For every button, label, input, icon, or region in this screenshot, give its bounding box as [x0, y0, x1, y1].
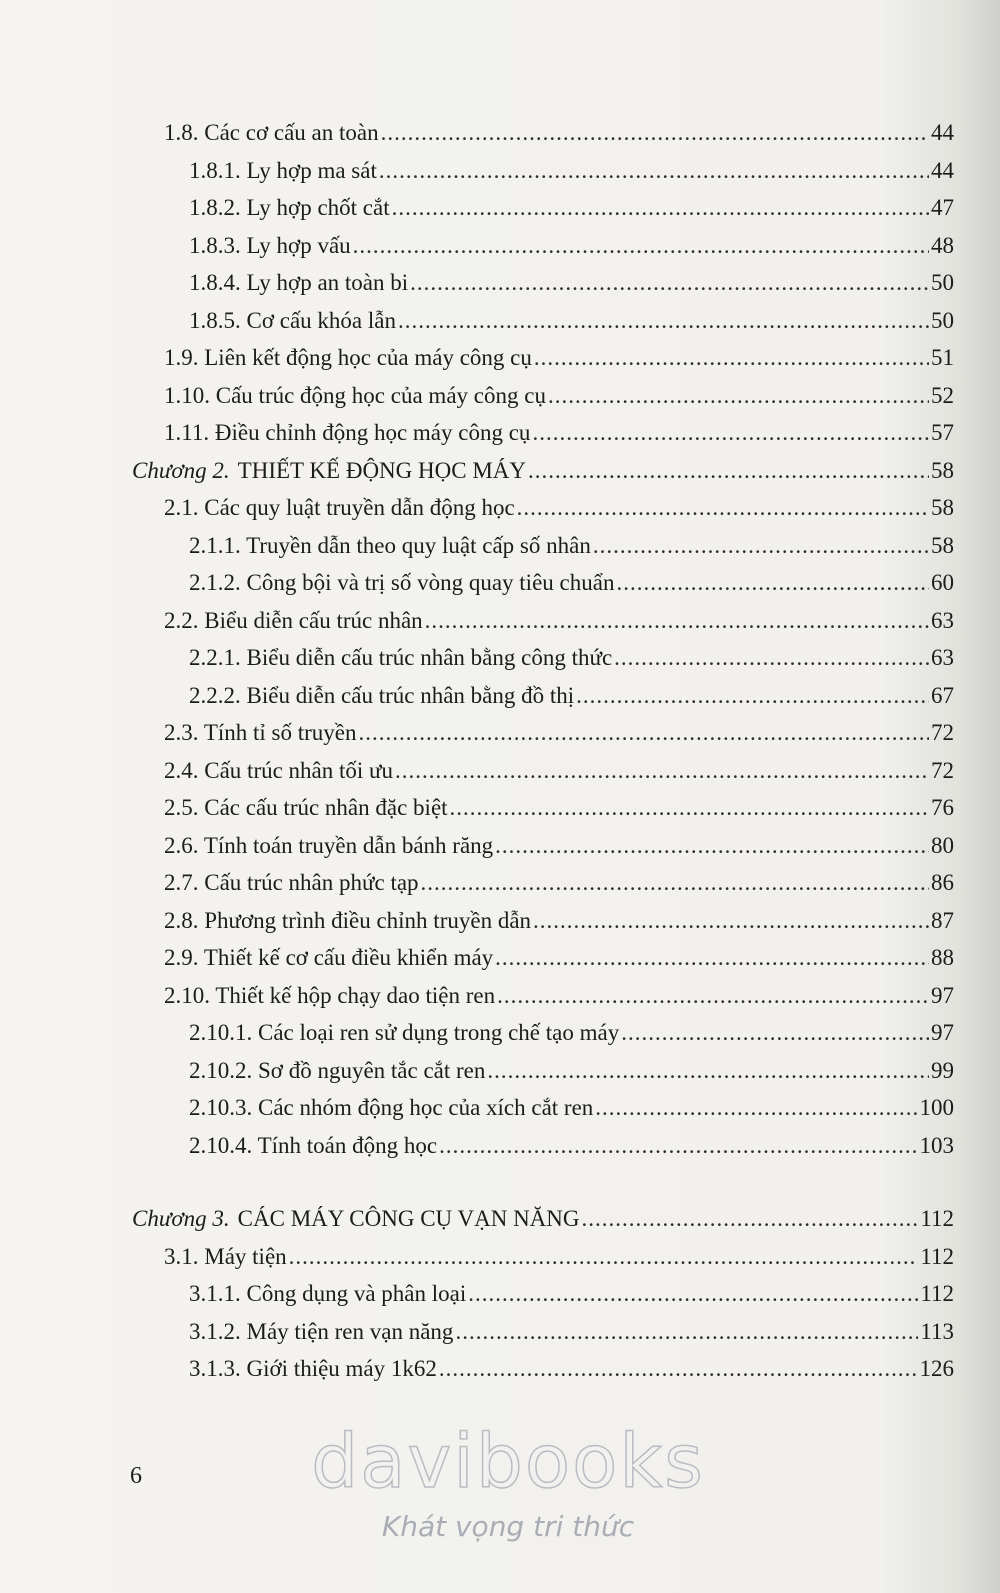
toc-entry-text: 1.8.1. Ly hợp ma sát	[189, 157, 377, 183]
toc-entry-row	[132, 489, 954, 527]
toc-entry-title	[189, 1014, 619, 1052]
toc-entry-title	[164, 939, 493, 977]
toc-page-number: 76	[931, 795, 954, 820]
toc-entry-text: 3.1. Máy tiện	[164, 1243, 287, 1269]
dot-leader	[379, 152, 929, 190]
dot-leader	[576, 677, 929, 715]
toc-page-number: 58	[931, 457, 954, 483]
toc-entry-title	[164, 114, 379, 152]
toc-entry-title	[132, 1200, 580, 1238]
dot-leader	[392, 189, 929, 227]
toc-entry-title	[164, 902, 531, 940]
dot-leader	[614, 639, 929, 677]
toc-entry-title	[164, 377, 546, 415]
toc-entry-row	[132, 1014, 954, 1052]
toc-entry-row	[132, 864, 954, 902]
toc-entry-title	[164, 602, 423, 640]
toc-entry-title	[164, 789, 448, 827]
toc-page-number: 97	[931, 982, 954, 1008]
toc-entry-title	[164, 1238, 287, 1276]
toc-entry-title	[189, 1127, 437, 1165]
toc-entry-text: 2.10.2. Sơ đồ nguyên tắc cắt ren	[189, 1057, 486, 1083]
toc-entry-title	[164, 414, 530, 452]
dot-leader	[353, 227, 929, 265]
dot-leader	[582, 1200, 919, 1238]
toc-entry-text: 2.6. Tính toán truyền dẫn bánh răng	[164, 832, 494, 858]
toc-page-number: 51	[931, 345, 954, 370]
dot-leader	[359, 714, 929, 752]
toc-page-number: 58	[931, 532, 954, 558]
toc-entry-text: 2.10.3. Các nhóm động học của xích cắt ren	[189, 1095, 594, 1120]
dot-leader	[439, 1127, 917, 1165]
toc-entry-row	[132, 714, 954, 752]
toc-entry-row	[132, 302, 954, 340]
toc-entry-text: 2.4. Cấu trúc nhân tối ưu	[164, 757, 394, 783]
toc-page-number: 57	[931, 420, 954, 445]
dot-leader	[395, 752, 929, 790]
toc-entry-row	[132, 639, 954, 677]
toc-entry-text: 2.10. Thiết kế hộp chạy dao tiện ren	[164, 982, 496, 1008]
dot-leader	[410, 264, 929, 302]
dot-leader	[616, 564, 929, 602]
watermark-name: davibooks	[311, 1419, 705, 1505]
toc-entry-row	[132, 789, 954, 827]
toc-entry-title	[189, 189, 390, 227]
toc-entry-row	[132, 527, 954, 565]
toc-entry-title	[189, 639, 612, 677]
toc-page-number: 112	[920, 1206, 954, 1231]
dot-leader	[455, 1313, 918, 1351]
table-of-contents	[132, 114, 954, 1388]
toc-entry-row	[132, 1238, 954, 1276]
toc-page-number: 87	[931, 907, 954, 933]
toc-entry-title	[164, 339, 532, 377]
toc-entry-text: 2.5. Các cấu trúc nhân đặc biệt	[164, 795, 448, 820]
toc-entry-title	[189, 1089, 593, 1127]
toc-page-number: 72	[931, 720, 954, 745]
chapter-label: Chương 2.	[132, 457, 230, 483]
toc-entry-text: CÁC MÁY CÔNG CỤ VẠN NĂNG	[237, 1206, 580, 1231]
dot-leader	[495, 939, 929, 977]
toc-entry-row	[132, 977, 954, 1015]
toc-entry-text: 2.3. Tính tỉ số truyền	[164, 720, 357, 745]
toc-entry-row	[132, 602, 954, 640]
toc-entry-text: 2.10.1. Các loại ren sử dụng trong chế tạo máy	[189, 1020, 620, 1045]
toc-entry-title	[189, 227, 351, 265]
toc-entry-text: THIẾT KẾ ĐỘNG HỌC MÁY	[237, 457, 527, 483]
toc-page-number: 50	[931, 270, 954, 295]
toc-page-number: 67	[931, 682, 954, 708]
page-number: 6	[130, 1463, 142, 1489]
toc-page-number: 86	[931, 870, 954, 895]
dot-leader	[450, 789, 929, 827]
toc-page-number: 58	[931, 495, 954, 520]
dot-leader	[398, 302, 929, 340]
toc-page-number: 44	[931, 120, 954, 145]
watermark-logo	[298, 1418, 718, 1543]
dot-leader	[534, 339, 929, 377]
dot-leader	[621, 1014, 929, 1052]
toc-spacer	[132, 1164, 954, 1200]
dot-leader	[517, 489, 929, 527]
toc-entry-text: 3.1.2. Máy tiện ren vạn năng	[189, 1318, 454, 1344]
toc-entry-row	[132, 227, 954, 265]
toc-entry-row	[132, 902, 954, 940]
toc-entry-row	[132, 939, 954, 977]
toc-entry-text: 2.7. Cấu trúc nhân phức tạp	[164, 870, 419, 895]
toc-entry-row	[132, 677, 954, 715]
toc-entry-text: 1.10. Cấu trúc động học của máy công cụ	[164, 382, 546, 408]
toc-entry-row	[132, 152, 954, 190]
toc-entry-row	[132, 1313, 954, 1351]
toc-entry-row	[132, 1089, 954, 1127]
toc-page-number: 80	[931, 832, 954, 858]
toc-entry-text: 1.8. Các cơ cấu an toàn	[164, 120, 379, 145]
toc-entry-title	[189, 527, 591, 565]
toc-chapter-row	[132, 452, 954, 490]
toc-entry-row	[132, 1275, 954, 1313]
toc-entry-row	[132, 1127, 954, 1165]
toc-page-number: 47	[931, 195, 954, 220]
toc-page-number: 126	[919, 1356, 954, 1381]
toc-entry-row	[132, 339, 954, 377]
toc-entry-title	[189, 564, 614, 602]
toc-chapter-row	[132, 1200, 954, 1238]
toc-entry-row	[132, 1350, 954, 1388]
toc-entry-title	[189, 152, 377, 190]
dot-leader	[495, 827, 929, 865]
toc-entry-title	[189, 302, 396, 340]
toc-entry-text: 1.11. Điều chỉnh động học máy công cụ	[164, 420, 531, 445]
dot-leader	[497, 977, 929, 1015]
toc-page-number: 97	[931, 1020, 954, 1045]
toc-page-number: 63	[931, 645, 954, 670]
toc-entry-title	[189, 1052, 485, 1090]
dot-leader	[548, 377, 929, 415]
toc-entry-row	[132, 1052, 954, 1090]
toc-page-number: 44	[931, 157, 954, 183]
toc-page-number: 113	[920, 1318, 954, 1344]
toc-entry-text: 3.1.1. Công dụng và phân loại	[189, 1281, 467, 1306]
toc-entry-title	[189, 1350, 437, 1388]
toc-entry-text: 1.8.5. Cơ cấu khóa lẫn	[189, 307, 396, 333]
toc-page-number: 88	[931, 945, 954, 970]
dot-leader	[528, 452, 929, 490]
toc-entry-text: 1.8.2. Ly hợp chốt cắt	[189, 195, 390, 220]
watermark-tagline: Khát vọng tri thức	[381, 1510, 635, 1543]
toc-entry-row	[132, 114, 954, 152]
toc-entry-text: 2.2.1. Biểu diễn cấu trúc nhân bằng công thức	[189, 645, 613, 670]
toc-entry-title	[189, 1275, 466, 1313]
toc-page-number: 103	[919, 1132, 954, 1158]
toc-entry-text: 1.8.3. Ly hợp vấu	[189, 232, 351, 258]
toc-entry-row	[132, 189, 954, 227]
dot-leader	[421, 864, 929, 902]
toc-entry-text: 2.1.1. Truyền dẫn theo quy luật cấp số nhân	[189, 532, 591, 558]
dot-leader	[532, 414, 929, 452]
toc-page-number: 63	[931, 607, 954, 633]
chapter-label: Chương 3.	[132, 1206, 230, 1231]
toc-entry-row	[132, 414, 954, 452]
dot-leader	[468, 1275, 918, 1313]
dot-leader	[439, 1350, 918, 1388]
dot-leader	[381, 114, 929, 152]
toc-entry-row	[132, 264, 954, 302]
toc-entry-text: 2.9. Thiết kế cơ cấu điều khiển máy	[164, 945, 494, 970]
toc-entry-text: 1.8.4. Ly hợp an toàn bi	[189, 270, 409, 295]
toc-entry-text: 1.9. Liên kết động học của máy công cụ	[164, 345, 532, 370]
dot-leader	[533, 902, 929, 940]
toc-entry-title	[189, 264, 408, 302]
toc-entry-text: 2.8. Phương trình điều chỉnh truyền dẫn	[164, 907, 532, 933]
toc-entry-title	[164, 864, 419, 902]
dot-leader	[595, 1089, 917, 1127]
toc-entry-row	[132, 377, 954, 415]
toc-page-number: 112	[920, 1243, 954, 1269]
toc-entry-text: 3.1.3. Giới thiệu máy 1k62	[189, 1356, 437, 1381]
toc-page-number: 100	[919, 1095, 954, 1120]
toc-entry-title	[164, 714, 357, 752]
dot-leader	[425, 602, 929, 640]
toc-page-number: 99	[931, 1057, 954, 1083]
dot-leader	[289, 1238, 919, 1276]
toc-page-number: 48	[931, 232, 954, 258]
toc-entry-row	[132, 827, 954, 865]
toc-entry-title	[189, 677, 574, 715]
toc-page-number: 52	[931, 382, 954, 408]
toc-entry-title	[164, 489, 515, 527]
dot-leader	[593, 527, 929, 565]
toc-entry-title	[164, 752, 393, 790]
toc-entry-row	[132, 752, 954, 790]
toc-entry-title	[132, 452, 526, 490]
toc-entry-text: 2.10.4. Tính toán động học	[189, 1132, 438, 1158]
toc-entry-title	[164, 827, 493, 865]
toc-page-number: 60	[931, 570, 954, 595]
toc-page-number: 72	[931, 757, 954, 783]
toc-entry-text: 2.2.2. Biểu diễn cấu trúc nhân bằng đồ thị	[189, 682, 575, 708]
toc-page-number: 112	[920, 1281, 954, 1306]
toc-page-number: 50	[931, 307, 954, 333]
toc-entry-text: 2.2. Biểu diễn cấu trúc nhân	[164, 607, 423, 633]
dot-leader	[487, 1052, 929, 1090]
toc-entry-title	[164, 977, 495, 1015]
toc-entry-text: 2.1.2. Công bội và trị số vòng quay tiêu chuẩn	[189, 570, 615, 595]
toc-entry-title	[189, 1313, 453, 1351]
toc-entry-row	[132, 564, 954, 602]
toc-entry-text: 2.1. Các quy luật truyền dẫn động học	[164, 495, 515, 520]
